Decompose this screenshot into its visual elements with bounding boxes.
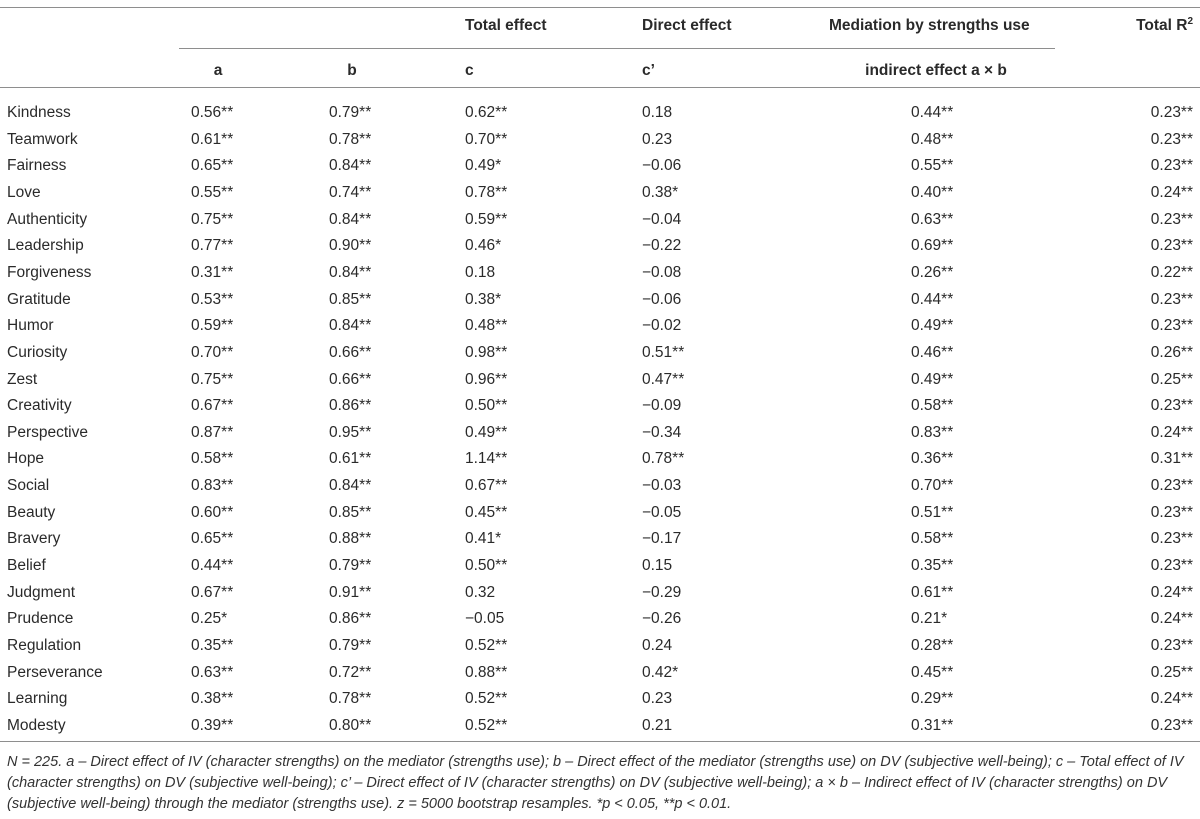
cell-b: 0.80** xyxy=(329,716,372,734)
cell-b: 0.66** xyxy=(329,370,372,388)
cell-a: 0.63** xyxy=(191,663,234,681)
cell-indirect: 0.28** xyxy=(911,637,954,654)
cell-c: 0.67** xyxy=(465,477,508,495)
cell-indirect: 0.49** xyxy=(911,317,954,335)
cell-indirect: 0.49** xyxy=(911,370,954,388)
cell-total-r2: 0.23** xyxy=(1150,477,1193,495)
cell-a: 0.53** xyxy=(191,290,234,308)
subheader-c-prime: c’ xyxy=(642,62,655,79)
cell-a: 0.58** xyxy=(191,450,234,468)
cell-a: 0.75** xyxy=(191,370,234,388)
cell-indirect: 0.46** xyxy=(911,343,954,361)
cell-c: 0.52** xyxy=(465,637,508,654)
header-mediation: Mediation by strengths use xyxy=(829,17,1030,34)
cell-c: 0.18 xyxy=(465,263,496,281)
subheader-indirect-effect: indirect effect a × b xyxy=(865,62,1007,79)
cell-a: 0.39** xyxy=(191,716,234,734)
cell-total-r2: 0.24** xyxy=(1150,583,1193,601)
header-direct-effect: Direct effect xyxy=(642,17,732,34)
cell-a: 0.83** xyxy=(191,477,234,495)
cell-c: 0.49* xyxy=(465,157,502,175)
cell-c: 0.41* xyxy=(465,530,502,548)
cell-a: 0.75** xyxy=(191,210,234,228)
cell-total-r2: 0.23** xyxy=(1150,130,1193,148)
cell-indirect: 0.45** xyxy=(911,663,954,681)
header-bottom-rule xyxy=(0,87,1200,88)
cell-strength: Kindness xyxy=(7,104,71,121)
subheader-c: c xyxy=(465,62,474,79)
cell-strength: Bravery xyxy=(7,530,61,548)
cell-indirect: 0.29** xyxy=(911,690,954,708)
cell-c: 0.98** xyxy=(465,343,508,361)
cell-b: 0.91** xyxy=(329,583,372,601)
cell-b: 0.78** xyxy=(329,690,372,708)
cell-indirect: 0.63** xyxy=(911,210,954,228)
cell-total-r2: 0.23** xyxy=(1150,530,1193,548)
cell-c: 0.62** xyxy=(465,104,508,121)
cell-a: 0.55** xyxy=(191,183,234,201)
cell-indirect: 0.51** xyxy=(911,503,954,521)
cell-a: 0.77** xyxy=(191,237,234,255)
cell-strength: Hope xyxy=(7,450,45,468)
cell-c: 0.46* xyxy=(465,237,502,255)
cell-a: 0.70** xyxy=(191,343,234,361)
cell-strength: Prudence xyxy=(7,610,74,628)
cell-c-prime: −0.03 xyxy=(642,477,682,495)
cell-b: 0.84** xyxy=(329,157,372,175)
cell-indirect: 0.61** xyxy=(911,583,954,601)
cell-total-r2: 0.23** xyxy=(1150,290,1193,308)
cell-a: 0.44** xyxy=(191,557,234,575)
cell-c: 0.52** xyxy=(465,716,508,734)
cell-c: 0.59** xyxy=(465,210,508,228)
cell-indirect: 0.44** xyxy=(911,290,954,308)
cell-c-prime: 0.18 xyxy=(642,104,673,121)
cell-c: 0.50** xyxy=(465,397,508,415)
cell-strength: Authenticity xyxy=(7,210,88,228)
cell-strength: Love xyxy=(7,183,41,201)
cell-indirect: 0.55** xyxy=(911,157,954,175)
cell-total-r2: 0.24** xyxy=(1150,423,1193,441)
cell-strength: Gratitude xyxy=(7,290,71,308)
cell-indirect: 0.48** xyxy=(911,130,954,148)
cell-b: 0.86** xyxy=(329,397,372,415)
cell-c-prime: 0.24 xyxy=(642,637,673,654)
cell-total-r2: 0.25** xyxy=(1150,663,1193,681)
cell-c: 0.48** xyxy=(465,317,508,335)
header-total-effect: Total effect xyxy=(465,17,547,34)
cell-c-prime: −0.26 xyxy=(642,610,682,628)
cell-c: 0.88** xyxy=(465,663,508,681)
cell-a: 0.38** xyxy=(191,690,234,708)
cell-strength: Forgiveness xyxy=(7,263,92,281)
cell-indirect: 0.70** xyxy=(911,477,954,495)
cell-a: 0.65** xyxy=(191,157,234,175)
cell-strength: Zest xyxy=(7,370,38,388)
cell-a: 0.35** xyxy=(191,637,234,654)
subheader-a: a xyxy=(213,62,223,79)
cell-total-r2: 0.24** xyxy=(1150,183,1193,201)
cell-strength: Judgment xyxy=(7,583,76,601)
cell-indirect: 0.69** xyxy=(911,237,954,255)
cell-b: 0.85** xyxy=(329,503,372,521)
cell-c-prime: −0.06 xyxy=(642,290,682,308)
cell-b: 0.84** xyxy=(329,317,372,335)
cell-a: 0.65** xyxy=(191,530,234,548)
cell-c: 0.38* xyxy=(465,290,502,308)
cell-a: 0.59** xyxy=(191,317,234,335)
cell-total-r2: 0.23** xyxy=(1150,104,1193,121)
cell-b: 0.79** xyxy=(329,637,372,654)
cell-strength: Creativity xyxy=(7,397,72,415)
cell-b: 0.79** xyxy=(329,557,372,575)
cell-c: 1.14** xyxy=(465,450,508,468)
cell-a: 0.25* xyxy=(191,610,228,628)
cell-total-r2: 0.23** xyxy=(1150,397,1193,415)
cell-c-prime: 0.51** xyxy=(642,343,685,361)
cell-c-prime: −0.04 xyxy=(642,210,682,228)
cell-a: 0.56** xyxy=(191,104,234,121)
cell-c-prime: 0.78** xyxy=(642,450,685,468)
cell-strength: Teamwork xyxy=(7,130,78,148)
cell-total-r2: 0.22** xyxy=(1150,263,1193,281)
cell-c-prime: 0.21 xyxy=(642,716,673,734)
cell-c: 0.96** xyxy=(465,370,508,388)
cell-c-prime: 0.15 xyxy=(642,557,673,575)
cell-c: −0.05 xyxy=(465,610,505,628)
cell-a: 0.31** xyxy=(191,263,234,281)
cell-c-prime: −0.22 xyxy=(642,237,682,255)
cell-total-r2: 0.23** xyxy=(1150,716,1193,734)
cell-c-prime: 0.23 xyxy=(642,130,673,148)
header-group-rule xyxy=(179,48,1055,49)
table-bottom-rule xyxy=(0,741,1200,742)
cell-b: 0.79** xyxy=(329,104,372,121)
cell-indirect: 0.44** xyxy=(911,104,954,121)
cell-a: 0.67** xyxy=(191,397,234,415)
cell-b: 0.78** xyxy=(329,130,372,148)
cell-strength: Learning xyxy=(7,690,68,708)
cell-c-prime: −0.29 xyxy=(642,583,682,601)
cell-b: 0.84** xyxy=(329,263,372,281)
cell-b: 0.86** xyxy=(329,610,372,628)
cell-b: 0.85** xyxy=(329,290,372,308)
cell-strength: Humor xyxy=(7,317,54,335)
cell-b: 0.61** xyxy=(329,450,372,468)
cell-b: 0.66** xyxy=(329,343,372,361)
cell-indirect: 0.58** xyxy=(911,530,954,548)
cell-a: 0.61** xyxy=(191,130,234,148)
cell-b: 0.84** xyxy=(329,210,372,228)
cell-c: 0.45** xyxy=(465,503,508,521)
cell-c-prime: 0.47** xyxy=(642,370,685,388)
cell-indirect: 0.40** xyxy=(911,183,954,201)
cell-c: 0.70** xyxy=(465,130,508,148)
cell-total-r2: 0.26** xyxy=(1150,343,1193,361)
cell-strength: Fairness xyxy=(7,157,67,175)
cell-indirect: 0.83** xyxy=(911,423,954,441)
cell-c: 0.32 xyxy=(465,583,496,601)
cell-strength: Modesty xyxy=(7,716,66,734)
cell-total-r2: 0.23** xyxy=(1150,637,1193,654)
cell-strength: Belief xyxy=(7,557,46,575)
subheader-b: b xyxy=(347,62,357,79)
cell-c-prime: −0.08 xyxy=(642,263,682,281)
cell-b: 0.95** xyxy=(329,423,372,441)
cell-b: 0.90** xyxy=(329,237,372,255)
cell-indirect: 0.36** xyxy=(911,450,954,468)
cell-c: 0.78** xyxy=(465,183,508,201)
cell-c-prime: 0.23 xyxy=(642,690,673,708)
cell-c-prime: −0.05 xyxy=(642,503,682,521)
cell-total-r2: 0.25** xyxy=(1150,370,1193,388)
cell-strength: Social xyxy=(7,477,50,495)
cell-c-prime: 0.38* xyxy=(642,183,679,201)
cell-indirect: 0.26** xyxy=(911,263,954,281)
cell-total-r2: 0.24** xyxy=(1150,690,1193,708)
cell-c: 0.52** xyxy=(465,690,508,708)
cell-b: 0.88** xyxy=(329,530,372,548)
cell-strength: Leadership xyxy=(7,237,84,255)
cell-a: 0.87** xyxy=(191,423,234,441)
cell-c-prime: −0.34 xyxy=(642,423,682,441)
cell-total-r2: 0.23** xyxy=(1150,557,1193,575)
cell-a: 0.67** xyxy=(191,583,234,601)
cell-total-r2: 0.31** xyxy=(1150,450,1193,468)
cell-strength: Perspective xyxy=(7,423,88,441)
cell-c: 0.49** xyxy=(465,423,508,441)
cell-c-prime: −0.09 xyxy=(642,397,682,415)
cell-indirect: 0.31** xyxy=(911,716,954,734)
cell-strength: Regulation xyxy=(7,637,82,654)
top-rule xyxy=(0,7,1200,8)
cell-b: 0.72** xyxy=(329,663,372,681)
cell-a: 0.60** xyxy=(191,503,234,521)
cell-indirect: 0.35** xyxy=(911,557,954,575)
header-total-r2: Total $R^2$ xyxy=(1136,16,1193,34)
cell-c: 0.50** xyxy=(465,557,508,575)
cell-total-r2: 0.23** xyxy=(1150,210,1193,228)
cell-c-prime: −0.02 xyxy=(642,317,682,335)
cell-total-r2: 0.23** xyxy=(1150,237,1193,255)
cell-indirect: 0.21* xyxy=(911,610,948,628)
cell-b: 0.84** xyxy=(329,477,372,495)
cell-total-r2: 0.24** xyxy=(1150,610,1193,628)
cell-c-prime: 0.42* xyxy=(642,663,679,681)
cell-indirect: 0.58** xyxy=(911,397,954,415)
cell-strength: Beauty xyxy=(7,503,56,521)
cell-total-r2: 0.23** xyxy=(1150,317,1193,335)
cell-c-prime: −0.17 xyxy=(642,530,682,548)
cell-strength: Perseverance xyxy=(7,663,103,681)
cell-total-r2: 0.23** xyxy=(1150,503,1193,521)
cell-b: 0.74** xyxy=(329,183,372,201)
cell-c-prime: −0.06 xyxy=(642,157,682,175)
cell-total-r2: 0.23** xyxy=(1150,157,1193,175)
cell-strength: Curiosity xyxy=(7,343,68,361)
table-footnote: N = 225. a – Direct effect of IV (character strengths) on the mediator (strengths use); b – Direct effect of the mediator (strengths use) on DV (subjective well-being); c – Total effect of IV (character strengths) on DV (subjective well-being); c’ – Direct effect of IV (character strengths) on DV (subjective well-being); a × b – Indirect effect of IV (character strengths) on DV (subjective well-being) through the mediator (strengths use). z = 5000 bootstrap resamples. *p < 0.05, **p < 0.01. xyxy=(7,754,1184,812)
